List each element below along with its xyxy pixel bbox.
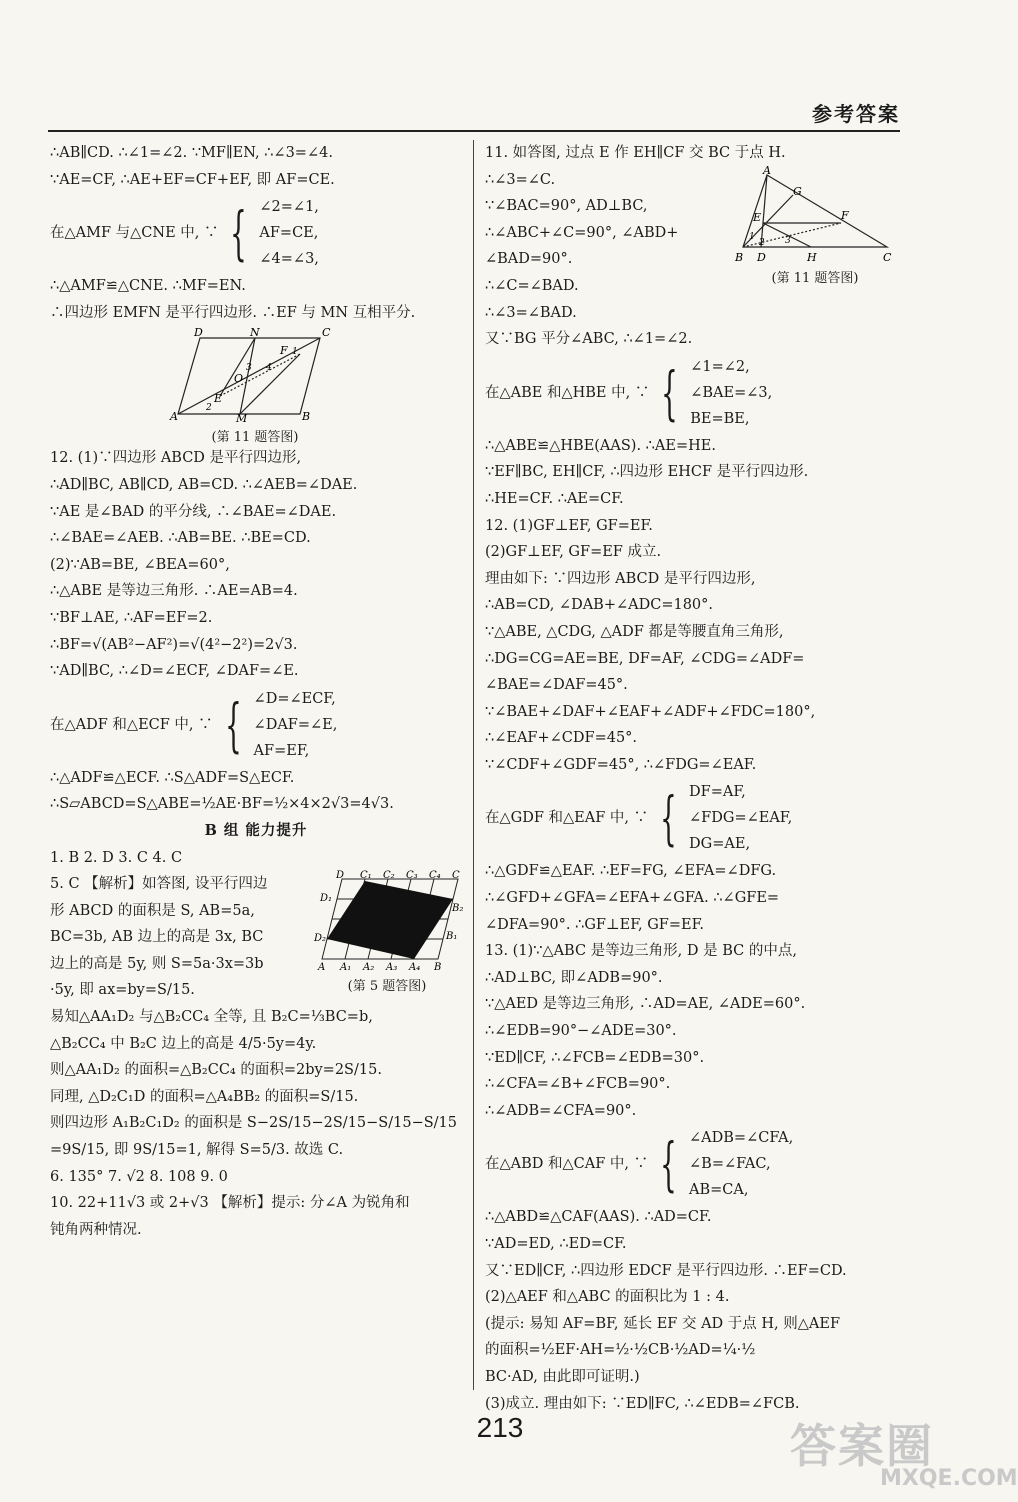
brace-lead: 在△ABE 和△HBE 中, ∵	[485, 384, 650, 401]
brace-item: ∠1=∠2,	[690, 358, 750, 375]
figure-label: 3	[246, 363, 252, 374]
text-line: ∴HE=CF. ∴AE=CF.	[485, 490, 624, 507]
text-line: ∵∠CDF+∠GDF=45°, ∴∠FDG=∠EAF.	[485, 756, 757, 773]
text-line: BC·AD, 由此即可证明.)	[485, 1368, 640, 1385]
right-column	[485, 140, 895, 1417]
figure-label: O	[234, 372, 244, 386]
text-line: ∴四边形 EMFN 是平行四边形. ∴EF 与 MN 互相平分.	[50, 304, 416, 321]
brace-glyph: {	[660, 784, 677, 853]
text-line: ∴△ABD≌△CAF(AAS). ∴AD=CF.	[485, 1209, 712, 1226]
left-column	[50, 140, 462, 1243]
text-line: ∴∠ABC+∠C=90°, ∠ABD+	[485, 224, 679, 241]
figure-grid-parallelogram	[312, 871, 462, 1004]
text-line: ∵AD∥BC, ∴∠D=∠ECF, ∠DAF=∠E.	[50, 663, 299, 680]
figure-right-triangle	[735, 163, 895, 300]
text-line: 又∵BG 平分∠ABC, ∴∠1=∠2.	[485, 331, 693, 348]
figure-label: F	[841, 208, 849, 222]
text-line: BC=3b, AB 边上的高是 3x, BC	[50, 929, 264, 946]
text-line: ∵AE=CF, ∴AE+EF=CF+EF, 即 AF=CE.	[50, 171, 335, 188]
text-line: ∠BAD=90°.	[485, 251, 573, 268]
text-line: (2)GF⊥EF, GF=EF 成立.	[485, 544, 662, 561]
text-line: (2)△AEF 和△ABC 的面积比为 1 : 4.	[485, 1289, 730, 1306]
text-line: ∵AD=ED, ∴ED=CF.	[485, 1236, 627, 1252]
figure-label: H	[807, 250, 817, 264]
text-line: (2)∵AB=BE, ∠BEA=60°,	[50, 556, 230, 573]
figure-label: A₁	[340, 962, 352, 974]
figure-label: C₄	[429, 870, 441, 882]
text-line: ∴△ADF≌△ECF. ∴S△ADF=S△ECF.	[50, 769, 295, 786]
watermark-url: MXQE.COM	[880, 1466, 1018, 1491]
text-line: ∠DFA=90°. ∴GF⊥EF, GF=EF.	[485, 916, 705, 933]
brace-glyph: {	[224, 690, 242, 759]
text-line: 易知△AA₁D₂ 与△B₂CC₄ 全等, 且 B₂C=⅓BC=b,	[50, 1009, 373, 1026]
brace-item: ∠BAE=∠3,	[690, 384, 773, 401]
text-line: 则△AA₁D₂ 的面积=△B₂CC₄ 的面积=2by=2S/15.	[50, 1062, 382, 1079]
figure-label: 2	[206, 403, 212, 414]
figure-label: B	[302, 410, 311, 424]
brace-lead: 在△GDF 和△EAF 中, ∵	[485, 810, 649, 827]
figure-caption: (第 11 题答图)	[771, 270, 859, 286]
figure-parallelogram	[170, 326, 340, 445]
section-heading: B 组 能力提升	[204, 821, 308, 839]
brace-item: AB=CA,	[689, 1182, 749, 1199]
figure-label: 4	[266, 363, 272, 374]
brace-group	[50, 686, 462, 764]
figure-label: D	[757, 250, 766, 264]
figure-label: A	[763, 163, 771, 177]
figure-label: A₄	[409, 962, 421, 974]
text-line: ∴△ABE≌△HBE(AAS). ∴AE=HE.	[485, 437, 716, 454]
brace-item: DF=AF,	[689, 784, 746, 801]
brace-item: ∠DAF=∠E,	[253, 716, 338, 733]
brace-item: AF=CE,	[259, 225, 319, 242]
text-line: 的面积=½EF·AH=½·½CB·½AD=¼·½	[485, 1342, 756, 1359]
figure-label: 1	[292, 347, 298, 358]
figure-label: C	[322, 326, 331, 340]
text-line: ∴BF=√(AB²−AF²)=√(4²−2²)=2√3.	[50, 636, 298, 653]
text-line: (提示: 易知 AF=BF, 延长 EF 交 AD 于点 H, 则△AEF	[485, 1315, 841, 1332]
text-line: ∵BF⊥AE, ∴AF=EF=2.	[50, 609, 213, 626]
brace-group	[485, 354, 895, 432]
text-line: ∵AE 是∠BAD 的平分线, ∴∠BAE=∠DAE.	[50, 503, 337, 520]
figure-label: 1	[749, 231, 755, 242]
page-number: 213	[476, 1412, 524, 1443]
figure-label: B	[735, 250, 744, 264]
brace-lead: 在△ABD 和△CAF 中, ∵	[485, 1156, 649, 1173]
brace-item: DG=AE,	[689, 836, 751, 853]
brace-item: ∠ADB=∠CFA,	[689, 1130, 794, 1147]
figure-label: C	[883, 250, 892, 264]
text-line: ∴∠BAE=∠AEB. ∴AB=BE. ∴BE=CD.	[50, 530, 311, 547]
text-line: ∴∠ADB=∠CFA=90°.	[485, 1102, 637, 1119]
text-line: ∴∠EAF+∠CDF=45°.	[485, 730, 638, 747]
text-line: ∵△ABE, △CDG, △ADF 都是等腰直角三角形,	[485, 623, 784, 640]
figure-label: B₁	[446, 931, 458, 943]
figure-label: D₂	[314, 933, 327, 945]
text-line: ∴∠C=∠BAD.	[485, 277, 579, 294]
text-line: 边上的高是 5y, 则 S=5a·3x=3b	[50, 955, 264, 972]
text-line: 12. (1)∵四边形 ABCD 是平行四边形,	[50, 450, 302, 467]
text-line: 10. 22+11√3 或 2+√3 【解析】提示: 分∠A 为锐角和	[50, 1195, 410, 1212]
text-line: 13. (1)∵△ABC 是等边三角形, D 是 BC 的中点,	[485, 943, 797, 960]
text-line: 同理, △D₂C₁D 的面积=△A₄BB₂ 的面积=S/15.	[50, 1088, 359, 1105]
figure-svg	[735, 163, 895, 264]
column-divider	[473, 140, 474, 1390]
text-line: ∴∠EDB=90°−∠ADE=30°.	[485, 1023, 677, 1040]
text-line: 12. (1)GF⊥EF, GF=EF.	[485, 517, 653, 534]
text-line: ∴∠3=∠C.	[485, 171, 556, 188]
header-rule	[48, 130, 900, 132]
text-line: ∴∠GFD+∠GFA=∠EFA+∠GFA. ∴∠GFE=	[485, 890, 780, 907]
brace-lead: 在△ADF 和△ECF 中, ∵	[50, 716, 213, 733]
figure-svg	[170, 326, 340, 426]
brace-item: ∠2=∠1,	[259, 199, 319, 216]
text-line: ∵△AED 是等边三角形, ∴AD=AE, ∠ADE=60°.	[485, 996, 806, 1013]
figure-label: 2	[759, 237, 765, 248]
text-line: 钝角两种情况.	[50, 1221, 142, 1238]
text-line: ∵ED∥CF, ∴∠FCB=∠EDB=30°.	[485, 1049, 705, 1066]
brace-group	[485, 1125, 895, 1203]
figure-label: D	[336, 870, 345, 882]
text-line: 5. C 【解析】如答图, 设平行四边	[50, 876, 268, 893]
figure-label: A	[318, 962, 326, 974]
figure-label: E	[753, 210, 762, 224]
text-line: ∴AD⊥BC, 即∠ADB=90°.	[485, 969, 663, 986]
text-line: 又∵ED∥CF, ∴四边形 EDCF 是平行四边形. ∴EF=CD.	[485, 1262, 847, 1279]
figure-label: A₃	[386, 962, 398, 974]
figure-label: E	[214, 392, 223, 406]
text-line: (3)成立. 理由如下: ∵ED∥FC, ∴∠EDB=∠FCB.	[485, 1395, 800, 1412]
brace-item: BE=BE,	[690, 410, 750, 427]
brace-group	[50, 194, 462, 272]
figure-svg	[312, 870, 464, 974]
figure-label: C₁	[360, 870, 372, 882]
text-line: ∴∠3=∠BAD.	[485, 304, 577, 321]
text-line: ∵EF∥BC, EH∥CF, ∴四边形 EHCF 是平行四边形.	[485, 464, 809, 481]
figure-label: C	[452, 870, 460, 882]
figure-label: F	[280, 344, 288, 358]
text-line: 形 ABCD 的面积是 S, AB=5a,	[50, 902, 255, 919]
watermark-logo: 答案圈	[790, 1419, 934, 1473]
figure-label: D	[194, 326, 203, 340]
text-line: ∵∠BAE+∠DAF+∠EAF+∠ADF+∠FDC=180°,	[485, 703, 816, 720]
figure-label: B₂	[452, 903, 464, 915]
brace-group	[485, 779, 895, 857]
text-line: ∴AD∥BC, AB∥CD, AB=CD. ∴∠AEB=∠DAE.	[50, 476, 358, 493]
figure-label: A₂	[363, 962, 375, 974]
text-line: ∴△ABE 是等边三角形. ∴AE=AB=4.	[50, 583, 298, 600]
text-line: ∵∠BAC=90°, AD⊥BC,	[485, 198, 648, 215]
brace-item: ∠B=∠FAC,	[689, 1156, 771, 1173]
figure-label: N	[250, 326, 260, 340]
figure-label: M	[236, 412, 248, 426]
text-line: ∠BAE=∠DAF=45°.	[485, 677, 628, 694]
figure-label: 3	[785, 235, 791, 246]
text-line: ∴DG=CG=AE=BE, DF=AF, ∠CDG=∠ADF=	[485, 650, 805, 667]
figure-label: B	[434, 962, 442, 974]
figure-label: D₁	[320, 893, 333, 905]
brace-item: ∠FDG=∠EAF,	[689, 810, 793, 827]
text-line: ∴AB∥CD. ∴∠1=∠2. ∵MF∥EN, ∴∠3=∠4.	[50, 145, 333, 161]
question-11-block	[485, 163, 895, 300]
text-line: ∴AB=CD, ∠DAB+∠ADC=180°.	[485, 597, 713, 614]
figure-label: G	[793, 184, 802, 198]
text-line: ∴△GDF≌△EAF. ∴EF=FG, ∠EFA=∠DFG.	[485, 863, 777, 880]
figure-label: C₃	[406, 870, 418, 882]
text-line: △B₂CC₄ 中 B₂C 边上的高是 4/5·5y=4y.	[50, 1035, 317, 1052]
text-line: ∴△AMF≌△CNE. ∴MF=EN.	[50, 278, 246, 295]
figure-label: C₂	[383, 870, 395, 882]
brace-item: ∠D=∠ECF,	[253, 690, 336, 707]
brace-lead: 在△AMF 与△CNE 中, ∵	[50, 225, 219, 242]
figure-caption: (第 11 题答图)	[211, 430, 299, 446]
text-line: 1. B 2. D 3. C 4. C	[50, 849, 183, 866]
brace-item: AF=EF,	[253, 742, 310, 759]
brace-glyph: {	[660, 1130, 677, 1199]
question-5-block	[50, 871, 462, 1004]
text-line: 11. 如答图, 过点 E 作 EH∥CF 交 BC 于点 H.	[485, 145, 786, 161]
brace-glyph: {	[230, 199, 248, 268]
brace-item: ∠4=∠3,	[259, 251, 319, 268]
text-line: 6. 135° 7. √2 8. 108 9. 0	[50, 1168, 228, 1185]
page-header: 参考答案	[812, 102, 900, 126]
text-line: 理由如下: ∵四边形 ABCD 是平行四边形,	[485, 570, 756, 587]
text-line: ∴∠CFA=∠B+∠FCB=90°.	[485, 1076, 671, 1093]
figure-label: A	[170, 410, 178, 424]
brace-glyph: {	[661, 358, 679, 427]
text-line: =9S/15, 即 9S/15=1, 解得 S=5/3. 故选 C.	[50, 1142, 344, 1159]
figure-caption: (第 5 题答图)	[347, 979, 427, 995]
text-line: ∴S▱ABCD=S△ABE=½AE·BF=½×4×2√3=4√3.	[50, 796, 394, 813]
text-line: ·5y, 即 ax=by=S/15.	[50, 982, 195, 999]
text-line: 则四边形 A₁B₂C₁D₂ 的面积是 S−2S/15−2S/15−S/15−S/15	[50, 1115, 457, 1132]
